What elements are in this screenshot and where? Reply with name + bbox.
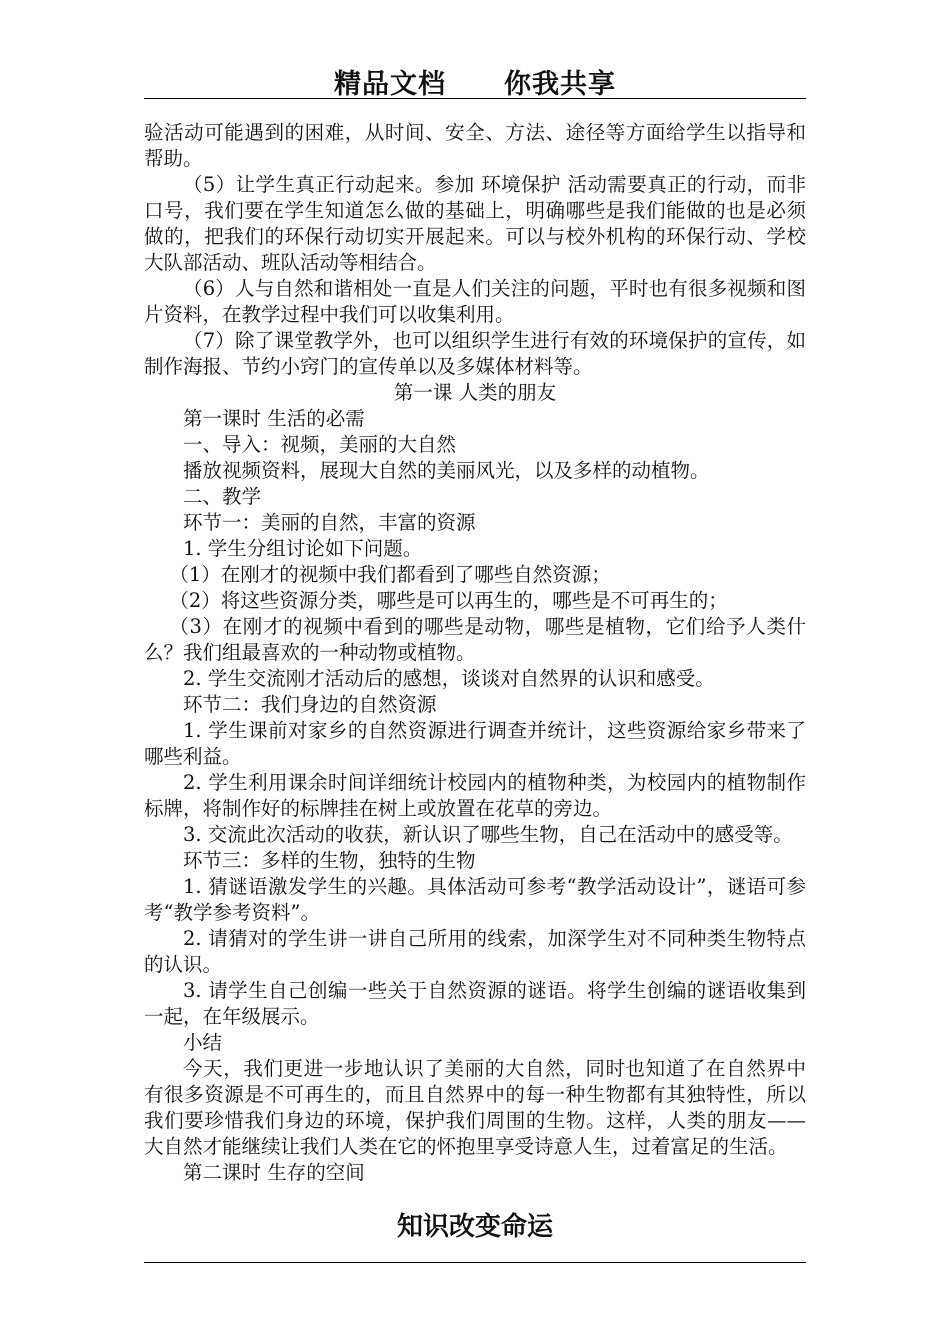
list-item: 1. 学生分组讨论如下问题。 (183, 537, 423, 560)
page-footer-title: 知识改变命运 (396, 1212, 553, 1242)
paragraph-item-7: （7）除了课堂教学外，也可以组织学生进行有效的环境保护的宣传，如制作海报、节约小窍门的宣传单以及多媒体材料等。 (144, 329, 806, 378)
page-header-title (0, 62, 950, 101)
paragraph-summary: 今天，我们更进一步地认识了美丽的大自然，同时也知道了在自然界中有很多资源是不可再生的，而且自然界中的每一种生物都有其独特性，所以我们要珍惜我们身边的环境，保护我们周围的生物。这样，人类的朋友——大自然才能继续让我们人类在它的怀抱里享受诗意人生，过着富足的生活。 (144, 1057, 806, 1158)
list-item: 1. 猜谜语激发学生的兴趣。具体活动可参考“教学活动设计”，谜语可参考“教学参考资料”。 (144, 875, 806, 924)
list-item: 1. 学生课前对家乡的自然资源进行调查并统计，这些资源给家乡带来了哪些利益。 (144, 719, 806, 768)
list-item: 2. 学生利用课余时间详细统计校园内的植物种类，为校园内的植物制作标牌，将制作好的标牌挂在树上或放置在花草的旁边。 (144, 771, 806, 820)
paragraph-continuation: 验活动可能遇到的困难，从时间、安全、方法、途径等方面给学生以指导和帮助。 (144, 121, 806, 170)
lesson-title: 第一课 人类的朋友 (393, 381, 557, 404)
list-item: 3. 请学生自己创编一些关于自然资源的谜语。将学生创编的谜语收集到一起，在年级展示。 (144, 979, 806, 1028)
section-heading-step-2: 环节二：我们身边的自然资源 (183, 693, 437, 716)
header-rule (144, 98, 806, 99)
list-item: 3. 交流此次活动的收获，新认识了哪些生物，自己在活动中的感受等。 (183, 823, 793, 846)
section-heading-step-1: 环节一：美丽的自然，丰富的资源 (183, 511, 476, 534)
list-item: （2）将这些资源分类，哪些是可以再生的，哪些是不可再生的； (169, 589, 728, 612)
section-heading-intro: 一、导入：视频，美丽的大自然 (183, 433, 457, 456)
section-heading-second-period: 第二课时 生存的空间 (183, 1161, 365, 1184)
section-heading-first-period: 第一课时 生活的必需 (183, 407, 365, 430)
section-heading-teaching: 二、教学 (183, 485, 262, 508)
document-body (144, 120, 806, 1186)
header-title-right: 你我共享 (504, 69, 616, 100)
list-item: 2. 学生交流刚才活动后的感想，谈谈对自然界的认识和感受。 (183, 667, 715, 690)
paragraph-item-6: （6）人与自然和谐相处一直是人们关注的问题，平时也有很多视频和图片资料，在教学过程中我们可以收集利用。 (144, 277, 806, 326)
header-title-left: 精品文档 (334, 69, 446, 100)
paragraph-item-5: （5）让学生真正行动起来。参加 环境保护 活动需要真正的行动，而非口号，我们要在学生知道怎么做的基础上，明确哪些是我们能做的也是必须做的，把我们的环保行动切实开展起来。可以与校外机构的环保行动、学校大队部活动、班队活动等相结合。 (144, 173, 806, 274)
paragraph-play-video: 播放视频资料，展现大自然的美丽风光，以及多样的动植物。 (183, 459, 710, 482)
list-item: （3）在刚才的视频中看到的哪些是动物，哪些是植物，它们给予人类什么？我们组最喜欢的一种动物或植物。 (144, 615, 806, 664)
section-heading-step-3: 环节三：多样的生物，独特的生物 (183, 849, 476, 872)
footer-rule (144, 1262, 806, 1263)
section-heading-summary: 小结 (183, 1031, 223, 1054)
list-item: （1）在刚才的视频中我们都看到了哪些自然资源； (169, 563, 611, 586)
list-item: 2. 请猜对的学生讲一讲自己所用的线索，加深学生对不同种类生物特点的认识。 (144, 927, 806, 976)
